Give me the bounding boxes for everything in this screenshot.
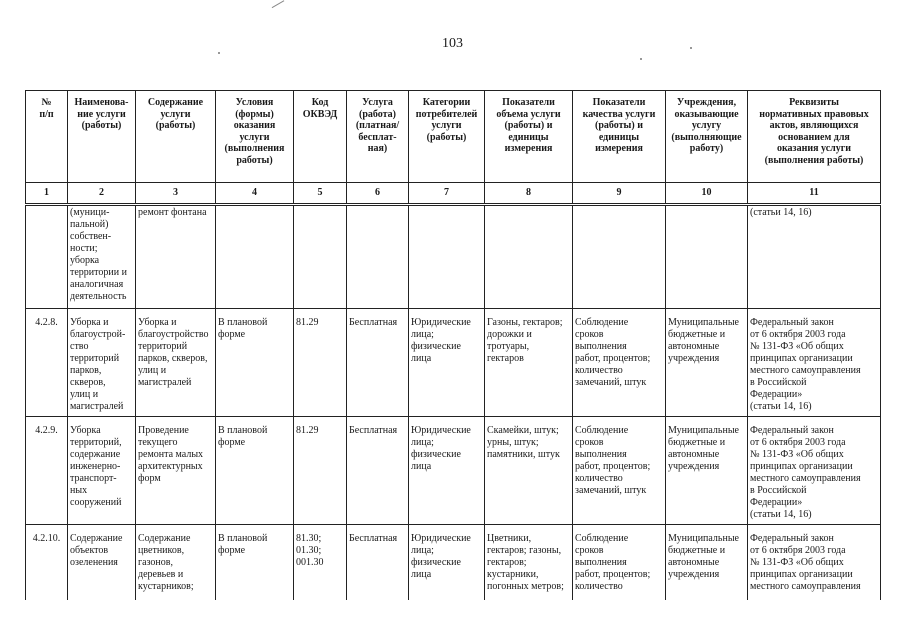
legal-acts: Федеральный закон от 6 октября 2003 года № 131-ФЗ «Об общих принципах организации местного самоуправления в Российской Федерации» (статьи 14, 16): [748, 417, 881, 525]
service-name: (муници- пальной) собствен- ности; уборка территории и аналогичная деятельность: [68, 205, 136, 309]
legal-acts: (статьи 14, 16): [748, 205, 881, 309]
header-cell-name: Наименова- ние услуги (работы): [68, 91, 136, 183]
consumer-categories: [409, 205, 485, 309]
header-cell-consumers: Категории потребителей услуги (работы): [409, 91, 485, 183]
table-row: [26, 309, 881, 417]
consumer-categories: Юридические лица; физические лица: [409, 417, 485, 525]
page-number: 103: [442, 36, 463, 51]
column-number-row: [26, 183, 881, 205]
table-row: [26, 417, 881, 525]
consumer-categories: Юридические лица; физические лица: [409, 309, 485, 417]
table-row: [26, 205, 881, 309]
row-number: [26, 205, 68, 309]
volume-indicators: Скамейки, штук; урны, штук; памятники, штук: [485, 417, 573, 525]
column-number: 3: [136, 183, 216, 205]
service-conditions: В плановой форме: [216, 417, 294, 525]
paid-status: Бесплатная: [347, 525, 409, 601]
volume-indicators: Цветники, гектаров; газоны, гектаров; кустарники, погонных метров;: [485, 525, 573, 601]
services-table: [25, 90, 881, 600]
column-number: 11: [748, 183, 881, 205]
volume-indicators: [485, 205, 573, 309]
institutions: Муниципальные бюджетные и автономные учреждения: [666, 417, 748, 525]
paid-status: [347, 205, 409, 309]
institutions: Муниципальные бюджетные и автономные учреждения: [666, 309, 748, 417]
header-cell-quality: Показатели качества услуги (работы) и единицы измерения: [573, 91, 666, 183]
header-cell-volume: Показатели объема услуги (работы) и единицы измерения: [485, 91, 573, 183]
table-header-row: [26, 91, 881, 183]
paid-status: Бесплатная: [347, 417, 409, 525]
header-cell-num: № п/п: [26, 91, 68, 183]
legal-acts: Федеральный закон от 6 октября 2003 года № 131-ФЗ «Об общих принципах организации местного самоуправления: [748, 525, 881, 601]
column-number: 6: [347, 183, 409, 205]
service-name: Уборка и благоустрой- ство территорий парков, скверов, улиц и магистралей: [68, 309, 136, 417]
column-number: 9: [573, 183, 666, 205]
quality-indicators: Соблюдение сроков выполнения работ, процентов; количество: [573, 525, 666, 601]
header-cell-conditions: Условия (формы) оказания услуги (выполнения работы): [216, 91, 294, 183]
institutions: [666, 205, 748, 309]
service-content: Проведение текущего ремонта малых архитектурных форм: [136, 417, 216, 525]
column-number: 5: [294, 183, 347, 205]
service-name: Уборка территорий, содержание инженерно- транспорт- ных сооружений: [68, 417, 136, 525]
service-conditions: [216, 205, 294, 309]
service-conditions: В плановой форме: [216, 309, 294, 417]
column-number: 7: [409, 183, 485, 205]
column-number: 1: [26, 183, 68, 205]
legal-acts: Федеральный закон от 6 октября 2003 года № 131-ФЗ «Об общих принципах организации местного самоуправления в Российской Федерации» (статьи 14, 16): [748, 309, 881, 417]
okved-code: [294, 205, 347, 309]
service-content: Содержание цветников, газонов, деревьев и кустарников;: [136, 525, 216, 601]
table-row: [26, 525, 881, 601]
scan-speck: [218, 52, 220, 54]
header-cell-content: Содержание услуги (работы): [136, 91, 216, 183]
column-number: 10: [666, 183, 748, 205]
row-number: 4.2.10.: [26, 525, 68, 601]
column-number: 2: [68, 183, 136, 205]
row-number: 4.2.9.: [26, 417, 68, 525]
okved-code: 81.29: [294, 417, 347, 525]
column-number: 8: [485, 183, 573, 205]
row-number: 4.2.8.: [26, 309, 68, 417]
service-name: Содержание объектов озеленения: [68, 525, 136, 601]
quality-indicators: Соблюдение сроков выполнения работ, процентов; количество замечаний, штук: [573, 309, 666, 417]
scan-artifact: [270, 0, 285, 8]
header-cell-okved: Код ОКВЭД: [294, 91, 347, 183]
consumer-categories: Юридические лица; физические лица: [409, 525, 485, 601]
quality-indicators: Соблюдение сроков выполнения работ, процентов; количество замечаний, штук: [573, 417, 666, 525]
column-number: 4: [216, 183, 294, 205]
okved-code: 81.29: [294, 309, 347, 417]
service-conditions: В плановой форме: [216, 525, 294, 601]
header-cell-acts: Реквизиты нормативных правовых актов, являющихся основанием для оказания услуги (выполнения работы): [748, 91, 881, 183]
header-cell-institutions: Учреждения, оказывающие услугу (выполняющие работу): [666, 91, 748, 183]
scan-speck: [640, 58, 642, 60]
service-content: ремонт фонтана: [136, 205, 216, 309]
paid-status: Бесплатная: [347, 309, 409, 417]
service-content: Уборка и благоустройство территорий парков, скверов, улиц и магистралей: [136, 309, 216, 417]
header-cell-paid: Услуга (работа) (платная/ бесплат- ная): [347, 91, 409, 183]
okved-code: 81.30; 01.30; 001.30: [294, 525, 347, 601]
institutions: Муниципальные бюджетные и автономные учреждения: [666, 525, 748, 601]
volume-indicators: Газоны, гектаров; дорожки и тротуары, гектаров: [485, 309, 573, 417]
quality-indicators: [573, 205, 666, 309]
